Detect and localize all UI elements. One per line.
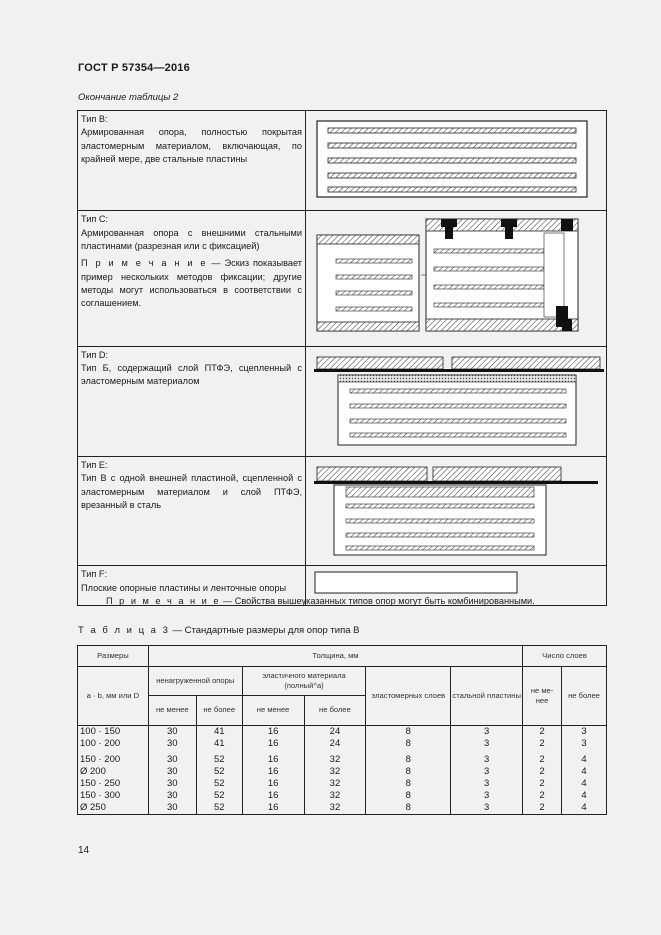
type-c-diagram	[306, 211, 606, 341]
header-layers-count: Число слоев	[523, 646, 607, 667]
value-cell: 30	[148, 754, 196, 766]
size-cell: 100 · 200	[78, 738, 149, 750]
value-cell: 8	[366, 802, 451, 815]
size-cell: 150 · 200	[78, 754, 149, 766]
value-cell: 3	[451, 726, 523, 739]
value-cell: 3	[451, 790, 523, 802]
value-cell: 3	[451, 754, 523, 766]
value-cell: 30	[148, 766, 196, 778]
value-cell: 8	[366, 766, 451, 778]
value-cell: 8	[366, 754, 451, 766]
table-row	[78, 346, 607, 456]
steel-plate	[328, 158, 576, 163]
value-cell: 2	[523, 754, 562, 766]
value-cell: 2	[523, 766, 562, 778]
table-row	[78, 802, 607, 815]
value-cell: 3	[451, 778, 523, 790]
header-unloaded-max: не более	[196, 696, 242, 726]
value-cell: 3	[451, 802, 523, 815]
value-cell: 16	[242, 778, 304, 790]
document-header: ГОСТ Р 57354—2016	[78, 62, 190, 74]
type-b-figure	[306, 111, 607, 211]
header-elastomer-max: не более	[304, 696, 366, 726]
header-elastomer: эластичного материала (полный^a)	[242, 667, 366, 696]
value-cell: 52	[196, 766, 242, 778]
value-cell: 8	[366, 726, 451, 739]
table-row	[78, 754, 607, 766]
value-cell: 3	[562, 738, 607, 750]
value-cell: 52	[196, 790, 242, 802]
value-cell: 3	[562, 726, 607, 739]
type-description: Армированная опора с внешними стальными пластинами (разрезная или с фиксацией)	[81, 227, 302, 252]
header-count-min: не ме- нее	[523, 667, 562, 726]
steel-plate	[328, 173, 576, 178]
value-cell: 30	[148, 726, 196, 739]
type-description: Тип Б, содержащий слой ПТФЭ, сцепленный с эластомерным материалом	[81, 363, 302, 387]
type-e-diagram	[306, 457, 606, 561]
value-cell: 4	[562, 778, 607, 790]
type-d-cell	[78, 346, 306, 456]
value-cell: 32	[304, 754, 366, 766]
type-label: Тип C:	[81, 214, 109, 225]
value-cell: 30	[148, 738, 196, 750]
steel-plate	[328, 187, 576, 192]
value-cell: 4	[562, 802, 607, 815]
value-cell: 30	[148, 778, 196, 790]
header-steel: стальной пластины	[451, 667, 523, 726]
standard-sizes-table	[77, 645, 607, 815]
value-cell: 32	[304, 802, 366, 815]
value-cell: 16	[242, 802, 304, 815]
value-cell: 4	[562, 766, 607, 778]
table-row	[78, 457, 607, 566]
value-cell: 2	[523, 802, 562, 815]
type-label: Тип B:	[81, 114, 108, 124]
type-d-diagram	[306, 347, 606, 452]
type-e-figure	[306, 457, 607, 566]
value-cell: 52	[196, 802, 242, 815]
caption-label: Т а б л и ц а 3	[78, 625, 170, 636]
note-text: — Свойства вышеуказанных типов опор могут быть комбинированными.	[220, 596, 535, 606]
type-b-diagram	[306, 111, 606, 206]
note-text: — Эскиз показывает пример нескольких методов фиксации; другие методы могут использоваться в соответствии с соглашением.	[81, 258, 302, 309]
header-sizes: Размеры	[78, 646, 149, 667]
value-cell: 52	[196, 778, 242, 790]
table3-body	[78, 726, 607, 815]
table-row	[78, 211, 607, 346]
size-cell: 100 · 150	[78, 726, 149, 739]
value-cell: 3	[451, 738, 523, 750]
type-label: Тип D:	[81, 349, 109, 360]
type-c-figure	[306, 211, 607, 346]
value-cell: 4	[562, 790, 607, 802]
caption-text: — Стандартные размеры для опор типа B	[169, 625, 360, 636]
type-e-cell	[78, 457, 306, 566]
bearing-types-table	[77, 110, 607, 606]
page-number: 14	[78, 845, 90, 856]
value-cell: 8	[366, 778, 451, 790]
table-continuation-label: Окончание таблицы 2	[78, 92, 179, 103]
header-elastomer-min: не менее	[242, 696, 304, 726]
type-description: Армированная опора, полностью покрытая эластомерным материалом, включающая, по крайней мере, две стальные пластины	[81, 127, 302, 165]
type-label: Тип E:	[81, 460, 108, 471]
header-elastomer-layers: эластомерных слоев	[366, 667, 451, 726]
value-cell: 32	[304, 766, 366, 778]
value-cell: 32	[304, 790, 366, 802]
table-row	[78, 778, 607, 790]
size-cell: 150 · 300	[78, 790, 149, 802]
value-cell: 41	[196, 738, 242, 750]
value-cell: 41	[196, 726, 242, 739]
table3-caption	[78, 625, 360, 636]
note-label: П р и м е ч а н и е	[81, 258, 208, 269]
size-cell: Ø 250	[78, 802, 149, 815]
header-dims: a · b, мм или D	[78, 667, 149, 726]
value-cell: 2	[523, 790, 562, 802]
table-row	[78, 790, 607, 802]
table-row	[78, 738, 607, 750]
type-c-cell	[78, 211, 306, 346]
note-label: П р и м е ч а н и е	[106, 596, 221, 606]
type-d-figure	[306, 346, 607, 456]
value-cell: 2	[523, 738, 562, 750]
value-cell: 32	[304, 778, 366, 790]
value-cell: 2	[523, 778, 562, 790]
size-cell: 150 · 250	[78, 778, 149, 790]
type-label: Тип F:	[81, 569, 108, 580]
table2-note	[106, 596, 535, 606]
table-row	[78, 111, 607, 211]
value-cell: 16	[242, 766, 304, 778]
type-c-note	[81, 257, 302, 310]
value-cell: 16	[242, 790, 304, 802]
value-cell: 52	[196, 754, 242, 766]
value-cell: 16	[242, 754, 304, 766]
value-cell: 8	[366, 738, 451, 750]
value-cell: 30	[148, 802, 196, 815]
value-cell: 16	[242, 738, 304, 750]
header-unloaded-min: не менее	[148, 696, 196, 726]
header-unloaded: ненагруженной опоры	[148, 667, 242, 696]
value-cell: 4	[562, 754, 607, 766]
value-cell: 8	[366, 790, 451, 802]
value-cell: 16	[242, 726, 304, 739]
value-cell: 3	[451, 766, 523, 778]
type-description: Тип В с одной внешней пластиной, сцепленной с эластомерным материалом и слой ПТФЭ, врезанный в сталь	[81, 473, 302, 511]
table-row	[78, 726, 607, 739]
value-cell: 30	[148, 790, 196, 802]
header-thickness: Толщина, мм	[148, 646, 522, 667]
value-cell: 2	[523, 726, 562, 739]
value-cell: 24	[304, 738, 366, 750]
size-cell: Ø 200	[78, 766, 149, 778]
steel-plate	[328, 143, 576, 148]
type-description: Плоские опорные пластины и ленточные опоры	[81, 582, 287, 593]
value-cell: 24	[304, 726, 366, 739]
steel-plate	[328, 128, 576, 133]
type-b-cell	[78, 111, 306, 211]
header-count-max: не более	[562, 667, 607, 726]
table-row	[78, 766, 607, 778]
